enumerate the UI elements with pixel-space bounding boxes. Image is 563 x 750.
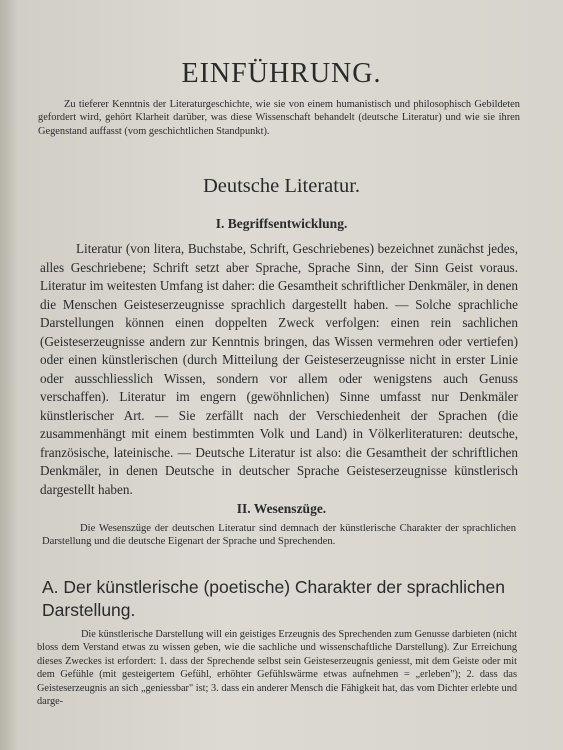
subsection-heading-a: A. Der künstlerische (poetische) Charakter der sprachlichen Darstellung.	[42, 577, 505, 620]
body-paragraph-2: Die Wesenszüge der deutschen Literatur sind demnach der künstlerische Charakter der sprachlichen Darstellung und die deutsche Eigenart der Sprache und Sprechenden.	[42, 523, 516, 547]
intro-paragraph: Zu tieferer Kenntnis der Literaturgeschichte, wie sie von einem humanistisch und philosophisch Gebildeten gefordert wird, gehört Klarheit darüber, was diese Wissenschaft behandelt (deutsche Literatur) und wie sie ihren Gegenstand auffasst (vom geschichtlichen Standpunkt).	[38, 99, 520, 137]
body-paragraph-1: Literatur (von litera, Buchstabe, Schrift, Geschriebenes) bezeichnet zunächst jedes, alles Geschriebene; Schrift setzt aber Sprache, Sprache Sinn, der Sinn Geist voraus. Literatur im weitesten Umfang ist daher: die Gesamtheit schriftlicher Denkmäler, in denen die Menschen Geisteserzeugnisse sprachlich dargestellt haben. — Solche sprachliche Darstellungen können einen doppelten Zweck verfolgen: einen rein sachlichen (Geisteserzeugnisse andern zur Kenntnis bringen, das Wissen vermehren oder vertiefen) oder einen künstlerischen (durch Mitteilung der Geisteserzeugnisse nicht in erster Linie oder ausschliesslich Wissen, sondern vor allem oder wenigstens auch Genuss verschaffen). Literatur im engern (gewöhnlichen) Sinne umfasst nur Denkmäler künstlerischer Art. — Sie zerfällt nach der Verschiedenheit der Sprachen (die zusammenhängt mit einem bestimmten Volk und Land) in Völkerliteraturen: deutsche, französische, lateinische. — Deutsche Literatur ist also: die Gesamtheit der schriftlichen Denkmäler, in denen Deutsche in deutscher Sprache Geisteserzeugnisse künstlerisch dargestellt haben.	[40, 241, 518, 497]
body-paragraph-3: Die künstlerische Darstellung will ein geistiges Erzeugnis des Sprechenden zum Genusse darbieten (nicht bloss dem Verstand etwas zu wissen geben, wie die sachliche und wissenschaftliche Darstellung). Zur Erreichung dieses Zweckes ist erfordert: 1. dass der Sprechende selbst sein Geisteserzeugnis geniesst, mit dem Geiste oder mit dem Gefühle (mit gesteigertem Gefühl, erhöhter Gefühlswärme etwas aufnehmen = „erleben"); 2. dass das Geisteserzeugnis an sich „geniessbar" ist; 3. dass ein anderer Mensch die Fähigkeit hat, das vom Dichter erlebte und darge-	[37, 629, 517, 708]
page-title: EINFÜHRUNG.	[181, 58, 382, 89]
section-title: Deutsche Literatur.	[202, 175, 361, 197]
subsection-heading-1: I. Begriffsentwicklung.	[215, 216, 348, 231]
page-gutter-shadow	[0, 0, 18, 750]
subsection-heading-2: II. Wesenszüge.	[236, 501, 327, 516]
